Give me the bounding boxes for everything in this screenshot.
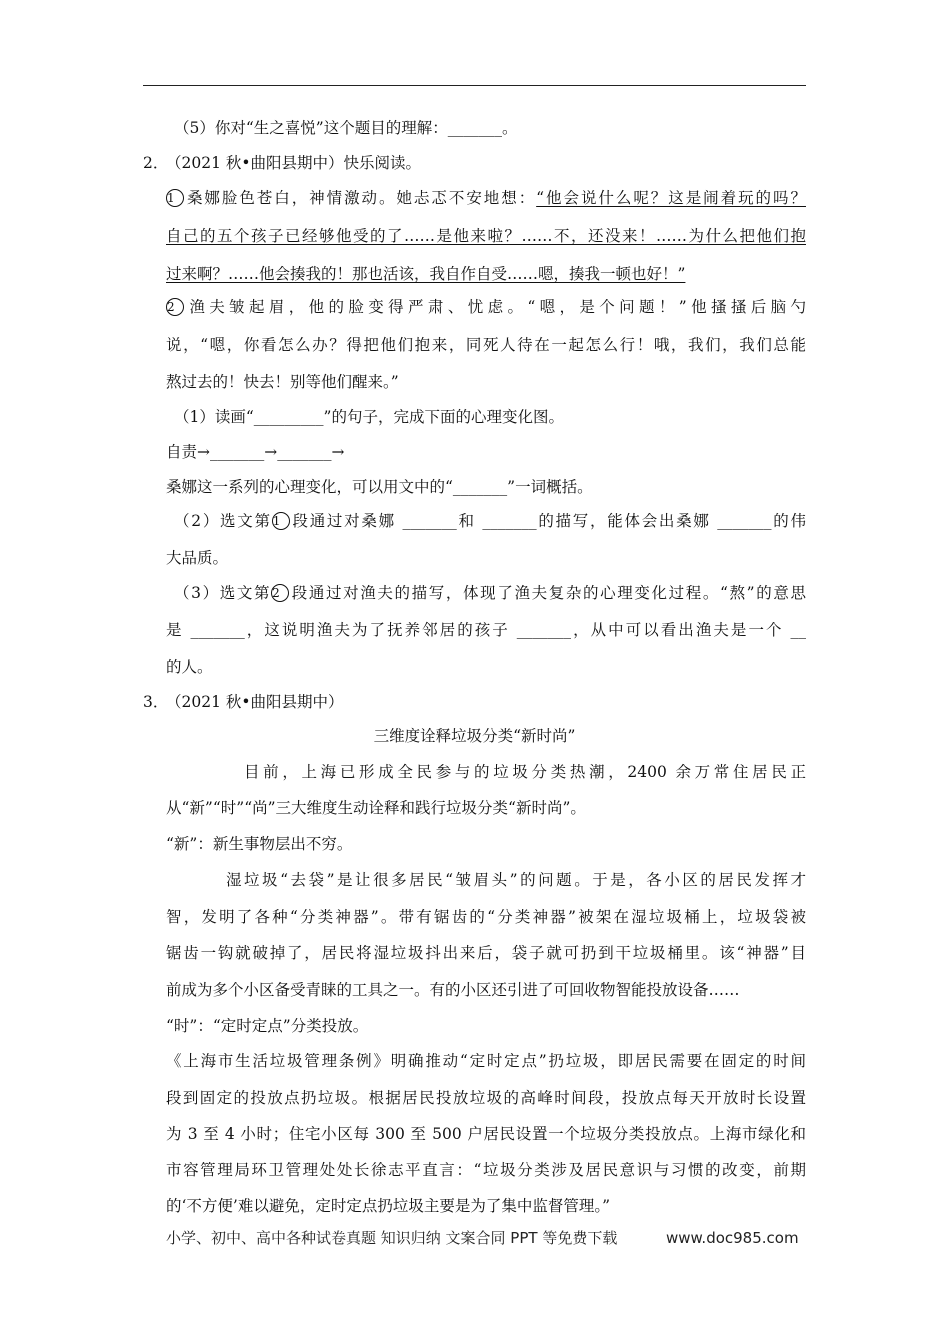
q2-passage-p1-line3: 过来啊？……他会揍我的！那也活该，我自作自受……嗯，揍我一顿也好！” (166, 265, 686, 283)
q2-passage-p1-line2: 自己的五个孩子已经够他受的了……是他来啦？……不，还没来！……为什么把他们抱 (166, 227, 806, 245)
article-p2-line3: 锯齿一钩就破掉了，居民将湿垃圾抖出来后，袋子就可扔到干垃圾桶里。该“神器”目 (166, 944, 806, 962)
footer-url[interactable]: www.doc985.com (666, 1229, 799, 1247)
q2-passage-p2-line2: 说，“嗯，你看怎么办？得把他们抱来，同死人待在一起怎么行！哦，我们，我们总能 (166, 336, 806, 354)
q2-sub3-line1: （3）选文第2 段通过对渔夫的描写，体现了渔夫复杂的心理变化过程。“熬”的意思 (174, 584, 806, 602)
q2-passage-p1-line1: 1 桑娜脸色苍白，神情激动。她忐忑不安地想：“他会说什么呢？这是闹着玩的吗？ (167, 189, 806, 207)
q2-sub2-line2: 大品质。 (166, 549, 229, 567)
q2-sub3-line2: 是 _______，这说明渔夫为了抚养邻居的孩子 _______，从中可以看出渔夫是一个 __ (166, 621, 806, 639)
article-xin-heading: “新”：新生事物层出不穷。 (166, 835, 353, 853)
q2-sub3-line3: 的人。 (166, 658, 213, 676)
article-p1-line1: 目前，上海已形成全民参与的垃圾分类热潮，2400 余万常住居民正 (244, 763, 806, 781)
article-p2-line1: 湿垃圾“去袋”是让很多居民“皱眉头”的问题。于是，各小区的居民发挥才 (226, 871, 806, 889)
article-p3-line5: 的‘不方便’难以避免，定时定点扔垃圾主要是为了集中监督管理。” (166, 1197, 611, 1215)
circled-number-2: 2 (271, 584, 289, 602)
q3-number: 3． (143, 693, 169, 711)
q2-number: 2． (143, 154, 169, 172)
header-rule (143, 85, 806, 86)
article-shi-heading: “时”：“定时定点”分类投放。 (166, 1017, 369, 1035)
q2-sub1-line2: 自责→_______→_______→ (166, 443, 345, 461)
q2-sub1-line1: （1）读画“_________”的句子，完成下面的心理变化图。 (174, 408, 564, 426)
article-p2-line2: 智，发明了各种“分类神器”。带有锯齿的“分类神器”被架在湿垃圾桶上，垃圾袋被 (166, 908, 806, 926)
q1-sub5: （5）你对“生之喜悦”这个题目的理解：_______。 (174, 119, 518, 137)
article-p2-line4: 前成为多个小区备受青睐的工具之一。有的小区还引进了可回收物智能投放设备…… (166, 981, 740, 999)
article-p3-line4: 市容管理局环卫管理处处长徐志平直言：“垃圾分类涉及居民意识与习惯的改变，前期 (166, 1161, 806, 1179)
article-p3-line2: 段到固定的投放点扔垃圾。根据居民投放垃圾的高峰时间段，投放点每天开放时长设置 (166, 1089, 806, 1107)
q2-header: （2021 秋•曲阳县期中）快乐阅读。 (166, 154, 422, 172)
article-p3-line3: 为 3 至 4 小时；住宅小区每 300 至 500 户居民设置一个垃圾分类投放点。上海市绿化和 (166, 1125, 806, 1143)
article-p1-line2: 从“新”“时”“尚”三大维度生动诠释和践行垃圾分类“新时尚”。 (166, 799, 586, 817)
q2-sub2-line1: （2）选文第1 段通过对桑娜 _______和 _______的描写，能体会出桑娜 _______的伟 (174, 512, 806, 530)
circled-number-1: 1 (166, 189, 184, 207)
q3-header: （2021 秋•曲阳县期中） (166, 693, 344, 711)
article-title: 三维度诠释垃圾分类“新时尚” (373, 727, 576, 745)
footer-text: 小学、初中、高中各种试卷真题 知识归纳 文案合同 PPT 等免费下载 (166, 1229, 618, 1247)
page-footer (166, 1227, 806, 1249)
circled-number-2: 2 (166, 298, 184, 316)
circled-number-1: 1 (272, 512, 290, 530)
article-p3-line1: 《上海市生活垃圾管理条例》明确推动“定时定点”扔垃圾，即居民需要在固定的时间 (166, 1052, 806, 1070)
q2-passage-p2-line3: 熬过去的！快去！别等他们醒来。” (166, 373, 399, 391)
q2-sub1-line3: 桑娜这一系列的心理变化，可以用文中的“_______”一词概括。 (166, 478, 593, 496)
q2-passage-p2-line1: 2 渔夫皱起眉，他的脸变得严肃、忧虑。“嗯，是个问题！”他搔搔后脑勺 (167, 298, 806, 316)
underlined-sentence: “他会说什么呢？这是闹着玩的吗？ (536, 189, 806, 207)
